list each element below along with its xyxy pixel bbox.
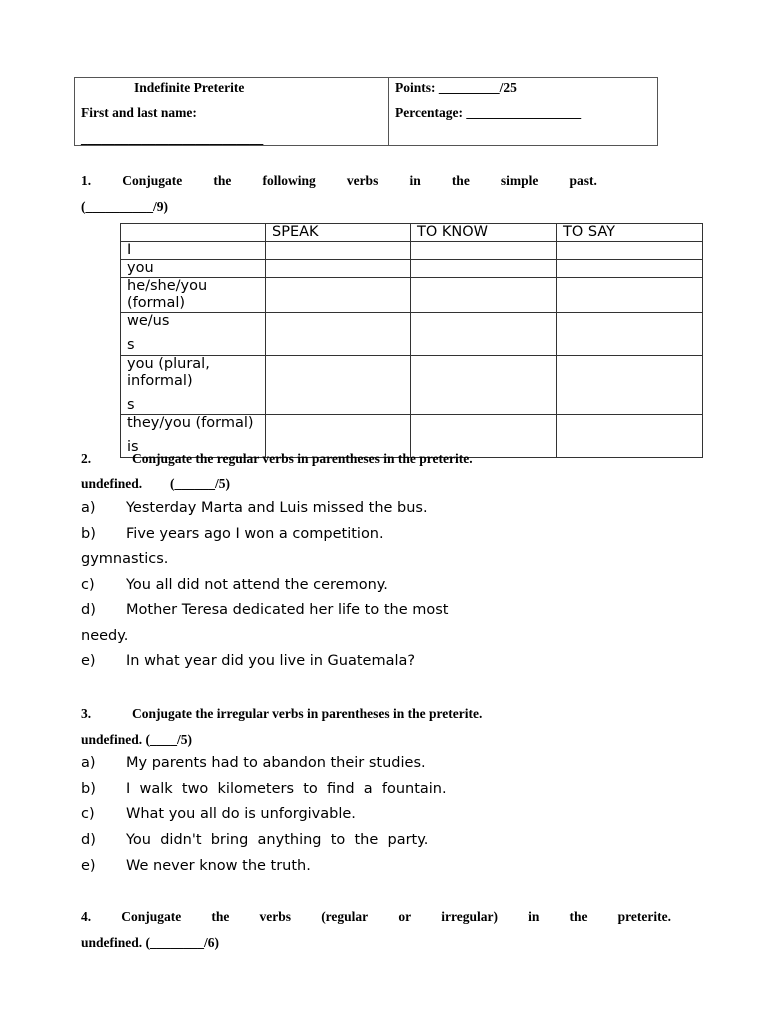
answer-cell[interactable]	[557, 242, 703, 260]
answer-cell[interactable]	[411, 242, 557, 260]
table-header-cell	[121, 224, 266, 242]
answer-cell[interactable]	[557, 260, 703, 278]
list-item: e) In what year did you live in Guatemala?	[81, 653, 416, 669]
list-item: a) Yesterday Marta and Luis missed the bus.	[81, 500, 428, 516]
heading-word: in	[528, 909, 540, 924]
answer-cell[interactable]	[266, 242, 411, 260]
header-divider	[388, 78, 389, 145]
section4-sub: undefined. (________/6)	[81, 935, 220, 950]
heading-word: verbs	[346, 173, 379, 188]
section1-number: 1.	[81, 173, 92, 188]
answer-cell[interactable]	[266, 260, 411, 278]
answer-cell[interactable]	[266, 278, 411, 313]
table-header-cell: SPEAK	[266, 224, 411, 242]
heading-word: simple	[500, 173, 539, 188]
section1-score: (__________/9)	[81, 199, 168, 214]
header-box	[74, 77, 658, 146]
name-blank: ___________________________	[81, 131, 264, 146]
heading-word: past.	[569, 173, 597, 188]
heading-word: Conjugate	[121, 909, 182, 924]
subject-cell: we/us s	[121, 313, 266, 356]
heading-word: the	[211, 909, 230, 924]
answer-cell[interactable]	[557, 415, 703, 458]
list-item: e) We never know the truth.	[81, 858, 311, 874]
list-item: a) My parents had to abandon their studies.	[81, 755, 426, 771]
list-item: d) Mother Teresa dedicated her life to the most	[81, 602, 449, 618]
section2-sub: undefined.	[81, 476, 143, 491]
heading-word: following	[262, 173, 316, 188]
heading-word: verbs	[259, 909, 292, 924]
list-item: needy.	[81, 628, 129, 644]
table-row	[121, 278, 703, 313]
section4-number: 4.	[81, 909, 92, 924]
list-item: b) I walk two kilometers to find a fountain.	[81, 781, 447, 797]
table-row	[121, 313, 703, 356]
list-item: b) Five years ago I won a competition.	[81, 526, 384, 542]
conjugation-table	[120, 223, 703, 458]
table-row	[121, 242, 703, 260]
heading-word: in	[409, 173, 421, 188]
percentage-field: Percentage: _________________	[395, 105, 582, 120]
list-item: c) What you all do is unforgivable.	[81, 806, 356, 822]
answer-cell[interactable]	[557, 313, 703, 356]
heading-word: or	[398, 909, 412, 924]
answer-cell[interactable]	[557, 356, 703, 415]
subject-cell: he/she/you (formal)	[121, 278, 266, 313]
heading-word: the	[451, 173, 470, 188]
subject-cell: you (plural, informal) s	[121, 356, 266, 415]
answer-cell[interactable]	[557, 278, 703, 313]
list-item: c) You all did not attend the ceremony.	[81, 577, 388, 593]
name-label: First and last name:	[81, 105, 197, 120]
answer-cell[interactable]	[411, 278, 557, 313]
heading-word: Conjugate	[122, 173, 183, 188]
worksheet-title: Indefinite Preterite	[134, 80, 245, 95]
answer-cell[interactable]	[266, 313, 411, 356]
section3-number: 3.	[81, 706, 92, 721]
list-item: d) You didn't bring anything to the party.	[81, 832, 429, 848]
heading-word: (regular	[321, 909, 369, 924]
table-row	[121, 356, 703, 415]
section4-heading	[81, 909, 671, 925]
section3-sub: undefined. (____/5)	[81, 732, 193, 747]
table-header-cell: TO SAY	[557, 224, 703, 242]
answer-cell[interactable]	[266, 356, 411, 415]
list-item: gymnastics.	[81, 551, 169, 567]
heading-word: the	[569, 909, 588, 924]
answer-cell[interactable]	[411, 313, 557, 356]
heading-word: preterite.	[617, 909, 671, 924]
section2-number: 2.	[81, 451, 92, 466]
heading-word: irregular)	[441, 909, 498, 924]
heading-word: the	[213, 173, 232, 188]
section1-heading	[81, 173, 597, 189]
section2-score: (______/5)	[170, 476, 230, 491]
section2-title: Conjugate the regular verbs in parentheses in the preterite.	[132, 451, 473, 466]
section3-title: Conjugate the irregular verbs in parentheses in the preterite.	[132, 706, 483, 721]
points-field: Points: _________/25	[395, 80, 517, 95]
subject-cell: you	[121, 260, 266, 278]
table-header-row	[121, 224, 703, 242]
subject-cell: they/you (formal) is	[121, 415, 266, 458]
answer-cell[interactable]	[411, 260, 557, 278]
table-row	[121, 260, 703, 278]
subject-cell: I	[121, 242, 266, 260]
answer-cell[interactable]	[411, 356, 557, 415]
table-header-cell: TO KNOW	[411, 224, 557, 242]
